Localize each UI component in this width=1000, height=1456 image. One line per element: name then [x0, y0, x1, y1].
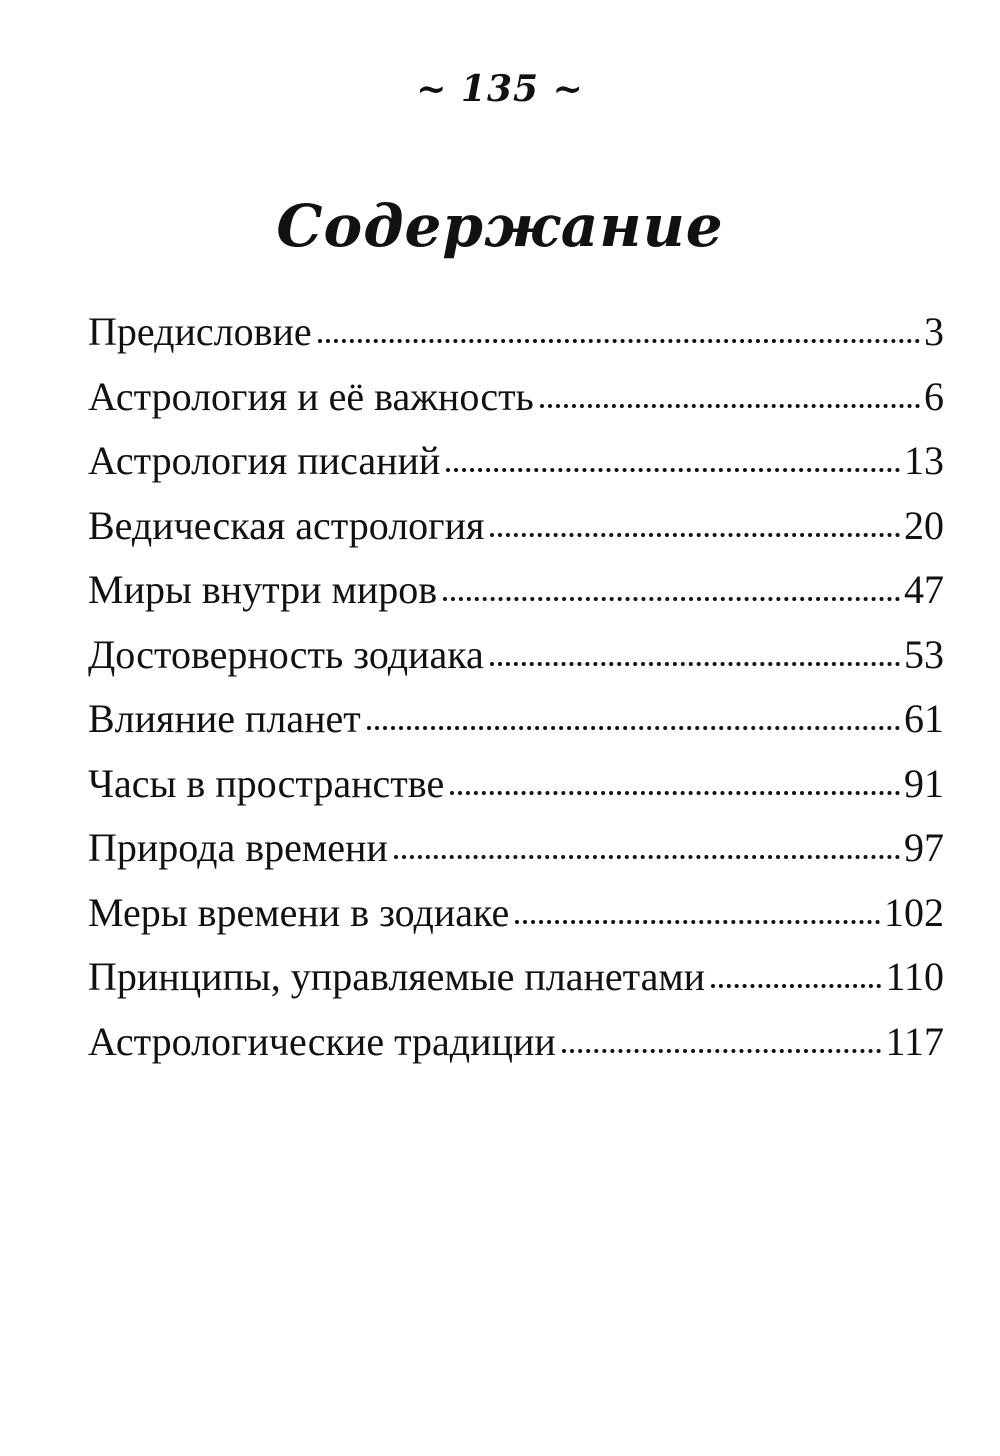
toc-entry-astrology-importance[interactable]	[88, 365, 944, 430]
toc-entry-title: Часы в пространстве	[88, 760, 445, 806]
toc-entry-title: Астрология и её важность	[88, 373, 534, 419]
toc-entry-page: 91	[904, 760, 944, 806]
toc-entry-page: 53	[904, 631, 944, 677]
toc-entry-preface[interactable]	[88, 300, 944, 365]
toc-leader-dots	[490, 533, 900, 537]
toc-leader-dots	[443, 597, 900, 601]
toc-title: Содержание	[276, 192, 724, 260]
toc-entry-page: 117	[885, 1018, 944, 1064]
toc-entry-title: Принципы, управляемые планетами	[88, 954, 706, 999]
toc-leader-dots	[515, 920, 880, 924]
toc-list	[88, 300, 944, 1074]
toc-leader-dots	[446, 468, 900, 472]
toc-entry-nature-of-time[interactable]	[88, 816, 944, 881]
toc-entry-planet-principles[interactable]	[88, 945, 944, 1010]
toc-leader-dots	[490, 662, 900, 666]
toc-entry-page: 61	[904, 696, 944, 741]
toc-entry-title: Миры внутри миров	[88, 567, 438, 612]
toc-leader-dots	[318, 339, 920, 343]
toc-entry-page: 3	[924, 309, 944, 354]
toc-entry-time-measures[interactable]	[88, 881, 944, 946]
toc-entry-title: Предисловие	[88, 309, 312, 354]
toc-entry-title: Астрологические традиции	[88, 1018, 556, 1064]
toc-entry-page: 13	[904, 438, 944, 483]
toc-leader-dots	[367, 726, 900, 730]
toc-entry-worlds-within-worlds[interactable]	[88, 558, 944, 623]
toc-entry-scripture-astrology[interactable]	[88, 429, 944, 494]
toc-entry-page: 47	[904, 567, 944, 612]
toc-entry-title: Меры времени в зодиаке	[88, 889, 510, 935]
toc-entry-page: 97	[904, 825, 944, 870]
toc-leader-dots	[450, 791, 900, 795]
toc-entry-page: 20	[904, 502, 944, 548]
toc-entry-title: Ведическая астрология	[88, 502, 485, 548]
toc-entry-clocks-in-space[interactable]	[88, 752, 944, 817]
toc-entry-page: 110	[885, 954, 944, 999]
toc-entry-vedic-astrology[interactable]	[88, 494, 944, 559]
toc-entry-title: Достоверность зодиака	[88, 631, 484, 677]
toc-entry-page: 102	[884, 889, 944, 935]
toc-entry-astrological-traditions[interactable]	[88, 1010, 944, 1075]
toc-leader-dots	[540, 404, 920, 408]
toc-leader-dots	[562, 1049, 882, 1053]
toc-entry-title: Природа времени	[88, 825, 388, 870]
toc-entry-title: Влияние планет	[88, 696, 361, 741]
toc-entry-zodiac-validity[interactable]	[88, 623, 944, 688]
toc-entry-page: 6	[924, 373, 944, 419]
toc-entry-title: Астрология писаний	[88, 438, 441, 483]
page-number: ~ 135 ~	[416, 68, 584, 110]
toc-leader-dots	[394, 855, 900, 859]
toc-entry-planet-influence[interactable]	[88, 687, 944, 752]
toc-leader-dots	[711, 984, 881, 988]
